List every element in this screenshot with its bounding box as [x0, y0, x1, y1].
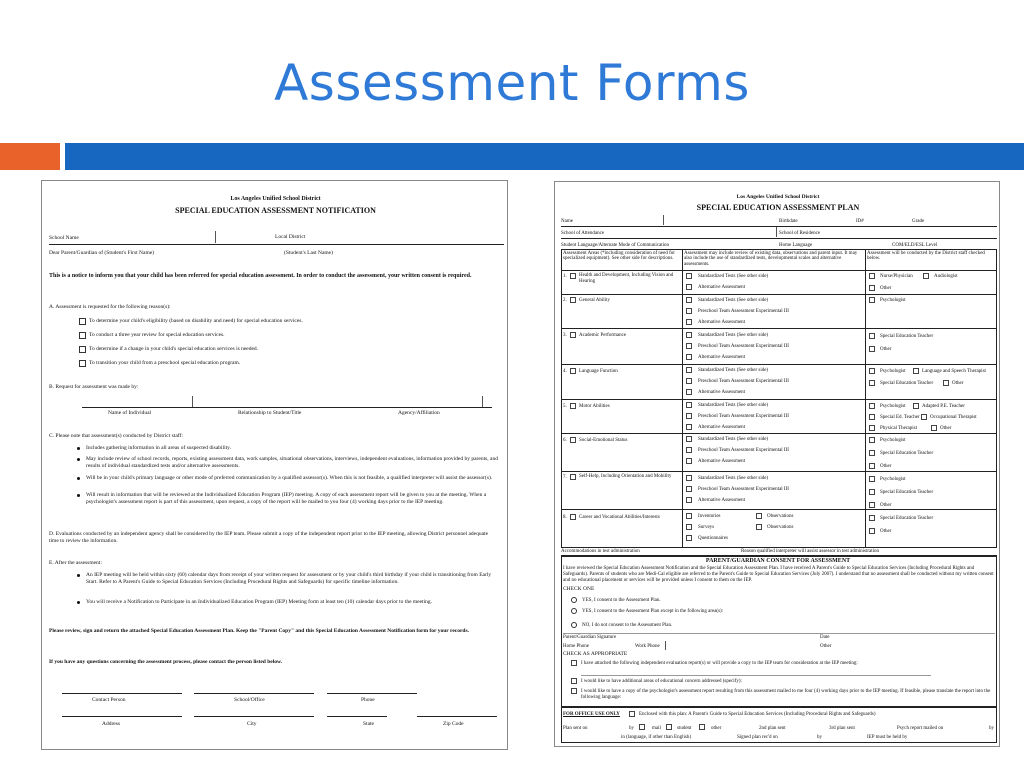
row-divider: [561, 294, 997, 295]
method-label: Alternative Assessment: [698, 355, 746, 360]
method-label: Surveys: [698, 525, 715, 530]
method-label: Preschool Team Assessment Experimental III: [698, 448, 789, 453]
assessment-notification-form: [41, 180, 508, 750]
staff-checkbox[interactable]: [869, 414, 875, 420]
staff-label: Occupational Therapist: [930, 415, 977, 420]
bullet: [77, 601, 80, 604]
row-divider: [561, 471, 997, 472]
area-label: Academic Performance: [579, 333, 627, 338]
birthdate-label: Birthdate: [779, 219, 798, 224]
method-label: Questionnaires: [698, 536, 728, 541]
attached-checkbox[interactable]: [571, 660, 577, 666]
staff-label: Physical Therapist: [880, 426, 917, 431]
other-label: other: [711, 726, 722, 731]
home-language-label: Home Language: [779, 243, 813, 248]
staff-checkbox[interactable]: [869, 463, 875, 469]
student-label: student: [677, 726, 692, 731]
divider: [665, 641, 666, 650]
area-checkbox[interactable]: [570, 368, 576, 374]
area-label: Motor Abilities: [579, 404, 610, 409]
method-label: Alternative Assessment: [698, 498, 746, 503]
row-number: 8.: [563, 515, 567, 520]
staff-label: Other: [880, 503, 892, 508]
check-one-label: CHECK ONE: [563, 586, 595, 592]
assessment-plan-form: [554, 181, 1000, 747]
consent-no-radio[interactable]: [571, 622, 577, 628]
method-label: Alternative Assessment: [698, 320, 746, 325]
staff-label: Nurse/Physician: [880, 274, 913, 279]
method-checkbox[interactable]: [686, 458, 692, 464]
consent-yes-radio[interactable]: [571, 597, 577, 603]
area-checkbox[interactable]: [570, 297, 576, 303]
method-checkbox[interactable]: [686, 367, 692, 373]
city-label: City: [247, 721, 257, 727]
method-label: Preschool Team Assessment Experimental III: [698, 414, 789, 419]
row-divider: [561, 433, 997, 434]
area-label: Social-Emotional Status: [579, 438, 628, 443]
underline: [49, 244, 504, 245]
name-of-individual-label: Name of Individual: [108, 410, 152, 416]
notice-text: This is a notice to inform you that your child has been referred for special education assessment. In order to conduct the assessment, your written consent is required.: [49, 273, 472, 279]
staff-label: Psychologist: [880, 477, 906, 482]
additional-checkbox[interactable]: [571, 678, 577, 684]
home-phone-label: Home Phone: [563, 644, 589, 649]
underline: [82, 407, 492, 408]
underline: [561, 226, 997, 227]
district-name: Los Angeles Unified School District: [736, 194, 820, 200]
section-b-label: B. Request for assessment was made by:: [49, 384, 139, 390]
staff-label: Other: [940, 426, 952, 431]
signature-line: [194, 716, 314, 717]
consent-text: I have reviewed the Special Education Assessment Notification and the Special Education Assessment Plan. I have received A Parent's Guide to Special Education Services (Including Procedural Rights and Safeguards). Parents of students who are Medi-Cal eligible are referred to the Parent's Guide to Special Education Services (July 2007). I understand that no assessment shall be conducted without my written consent and no educational placement or services will be provided unless I consent to them on the IEP.: [563, 566, 994, 583]
staff-checkbox[interactable]: [869, 297, 875, 303]
staff-label: Special Education Teacher: [880, 516, 934, 521]
student-last-name-label: (Student's Last Name): [284, 250, 333, 256]
section-e-label: E. After the assessment:: [49, 560, 102, 566]
area-checkbox[interactable]: [570, 474, 576, 480]
row-number: 1.: [563, 274, 567, 279]
method-checkbox[interactable]: [686, 524, 692, 530]
c-bullet-3: Will be in your child's primary language or other mode of preferred communication by a qualified assessor(s). When this is not feasible, a qualified interpreter will assist the assessor(s).: [86, 475, 493, 481]
questions-text: If you have any questions concerning the assessment process, please contact the person listed below.: [49, 659, 283, 665]
signature-line: [327, 716, 387, 717]
area-label: Self-Help, Including Orientation and Mobility: [579, 474, 672, 479]
accommodations-label: Accommodations in test administration: [561, 549, 640, 554]
method-label: Alternative Assessment: [698, 390, 746, 395]
staff-checkbox[interactable]: [869, 528, 875, 534]
underline: [561, 238, 997, 239]
row-divider: [561, 364, 997, 365]
staff-checkbox[interactable]: [869, 285, 875, 291]
student-checkbox[interactable]: [666, 724, 672, 730]
attached-label: I have attached the following independent evaluation report(s) or will provide a copy to the IEP team for consideration at the IEP meeting:: [581, 661, 858, 666]
method-checkbox[interactable]: [686, 297, 692, 303]
staff-checkbox[interactable]: [869, 450, 875, 456]
consent-no-label: NO, I do not consent to the Assessment Plan.: [582, 623, 673, 628]
staff-checkbox[interactable]: [869, 515, 875, 521]
staff-label: Special Education Teacher: [880, 334, 934, 339]
check-appropriate-label: CHECK AS APPROPRIATE: [563, 651, 628, 657]
method-checkbox[interactable]: [686, 436, 692, 442]
row-divider: [561, 328, 997, 329]
row-number: 3.: [563, 333, 567, 338]
staff-checkbox[interactable]: [943, 380, 949, 386]
accent-bar-blue: [65, 143, 1024, 170]
id-label: ID#: [856, 219, 864, 224]
state-label: State: [363, 721, 374, 727]
name-label: Name: [561, 219, 573, 224]
staff-label: Special Ed. Teacher: [880, 415, 920, 420]
staff-checkbox[interactable]: [869, 273, 875, 279]
method-checkbox[interactable]: [686, 308, 692, 314]
local-district-label: Local District: [275, 234, 306, 240]
signature-label: Parent/Guardian Signature: [563, 635, 617, 640]
row-number: 4.: [563, 369, 567, 374]
row-divider: [561, 270, 997, 271]
slide-title: Assessment Forms: [274, 54, 750, 112]
consent-title: PARENT/GUARDIAN CONSENT FOR ASSESSMENT: [705, 558, 851, 564]
third-plan-label: 3rd plan sent: [829, 726, 855, 731]
relationship-label: Relationship to Student/Title: [238, 410, 302, 416]
reason-4: To transition your child from a preschool special education program.: [89, 360, 241, 366]
staff-checkbox[interactable]: [869, 502, 875, 508]
area-checkbox[interactable]: [570, 437, 576, 443]
method-checkbox[interactable]: [686, 535, 692, 541]
reason-checkbox-3[interactable]: [79, 346, 86, 353]
grade-label: Grade: [912, 219, 925, 224]
method-checkbox[interactable]: [686, 284, 692, 290]
school-office-label: School/Office: [234, 697, 265, 703]
staff-label: Language and Speech Therapist: [922, 369, 986, 374]
area-label: Health and Development, Including Vision and Hearing: [579, 273, 674, 284]
area-label: General Ability: [579, 298, 610, 303]
method-label: Standardized Tests (See other side): [698, 274, 769, 279]
in-language-label: in (language, if other than English): [621, 735, 691, 740]
method-label: Observations: [767, 525, 794, 530]
method-label: Standardized Tests (See other side): [698, 437, 769, 442]
method-label: Alternative Assessment: [698, 459, 746, 464]
staff-label: Adapted P.E. Teacher: [922, 404, 965, 409]
area-label: Language Function: [579, 369, 618, 374]
office-use-label: FOR OFFICE USE ONLY: [563, 712, 620, 717]
staff-checkbox[interactable]: [869, 403, 875, 409]
staff-checkbox[interactable]: [869, 346, 875, 352]
bullet: [77, 494, 80, 497]
method-checkbox[interactable]: [686, 332, 692, 338]
method-label: Observations: [767, 514, 794, 519]
by-label: by: [629, 726, 634, 731]
staff-label: Psychologist: [880, 438, 906, 443]
method-checkbox[interactable]: [686, 486, 692, 492]
section-c-label: C. Please note that assessment(s) conducted by District staff:: [49, 433, 183, 439]
staff-label: Other: [880, 347, 892, 352]
method-checkbox[interactable]: [686, 319, 692, 325]
method-label: Alternative Assessment: [698, 425, 746, 430]
by-label-2: by: [989, 726, 994, 731]
row-divider: [561, 509, 997, 510]
reason-1: To determine your child's eligibility (based on disability and need) for special education services.: [89, 318, 303, 324]
method-checkbox[interactable]: [686, 413, 692, 419]
psych-copy-label: I would like to have a copy of the psychologist's assessment report resulting from this assessment mailed to me four (4) working days prior to the IEP meeting. If feasible, please translate the report into the following language:: [581, 689, 991, 700]
consent-except-label: YES, I consent to the Assessment Plan except in the following area(s):: [582, 609, 724, 614]
signature-line: [62, 693, 182, 694]
other-checkbox[interactable]: [699, 724, 705, 730]
plan-sent-on-label: Plan sent on: [563, 726, 588, 731]
reason-checkbox-1[interactable]: [79, 318, 86, 325]
staff-checkbox[interactable]: [923, 273, 929, 279]
method-checkbox[interactable]: [686, 424, 692, 430]
bullet: [77, 477, 80, 480]
other-phone-label: Other: [820, 644, 832, 649]
method-checkbox[interactable]: [686, 378, 692, 384]
method-label: Preschool Team Assessment Experimental III: [698, 344, 789, 349]
c-bullet-1: Includes gathering information in all areas of suspected disability.: [86, 445, 231, 451]
row-number: 6.: [563, 438, 567, 443]
divider: [215, 231, 216, 243]
method-label: Standardized Tests (See other side): [698, 298, 769, 303]
underline: [563, 633, 995, 634]
area-checkbox[interactable]: [570, 332, 576, 338]
area-checkbox[interactable]: [570, 514, 576, 520]
e-bullet-1: An IEP meeting will be held within sixty (60) calendar days from receipt of your written request for assessment or by your child's third birthday if your child is transitioning from Early Start. Refer to A Parent's Guide to Special Education Services (Including Procedural Rights and Safeguards) for specific timeline information.: [86, 572, 492, 585]
method-label: Preschool Team Assessment Experimental III: [698, 487, 789, 492]
e-bullet-2: You will receive a Notification to Participate in an Individualized Education Program (IEP) Meeting form at least ten (10) calendar days prior to the meeting.: [86, 599, 432, 605]
staff-checkbox[interactable]: [921, 414, 927, 420]
staff-checkbox[interactable]: [869, 476, 875, 482]
method-label: Preschool Team Assessment Experimental III: [698, 379, 789, 384]
zip-code-label: Zip Code: [443, 721, 464, 727]
staff-checkbox[interactable]: [869, 425, 875, 431]
c-bullet-4: Will result in information that will be reviewed at the Individualized Education Program (IEP) meeting. A copy of each assessment report will be given to you at the meeting. When a psychologist's assessment report is part of this assessment, upon request, a copy of the report will be mailed to you four (4) working days prior to the IEP meeting.: [86, 492, 487, 505]
form-title: SPECIAL EDUCATION ASSESSMENT NOTIFICATION: [175, 206, 376, 215]
interpreter-label: Reason qualified interpreter will assist assessor in test administration: [741, 549, 880, 554]
staff-label: Other: [880, 464, 892, 469]
staff-label: Audiologist: [934, 274, 958, 279]
area-checkbox[interactable]: [570, 403, 576, 409]
accent-bar-orange: [0, 143, 60, 170]
staff-label: Psychologist: [880, 404, 906, 409]
school-attendance-label: School of Attendance: [561, 231, 605, 236]
area-checkbox[interactable]: [570, 273, 576, 279]
method-label: Alternative Assessment: [698, 285, 746, 290]
method-checkbox[interactable]: [686, 273, 692, 279]
method-label: Inventories: [698, 514, 721, 519]
reason-2: To conduct a three year review for special education services.: [89, 332, 225, 338]
signature-line: [327, 693, 417, 694]
staff-label: Special Education Teacher: [880, 490, 934, 495]
staff-checkbox[interactable]: [869, 489, 875, 495]
method-checkbox[interactable]: [686, 513, 692, 519]
agency-label: Agency/Affiliation: [398, 410, 440, 416]
section-d-text: D. Evaluations conducted by an independent agency shall be considered by the IEP team. Please submit a copy of the independent report prior to the IEP meeting, allowing District personnel adequate time to review the information.: [49, 531, 489, 544]
method-label: Standardized Tests (See other side): [698, 368, 769, 373]
column-head-areas: Assessment Areas (*including consideration of need for specialized equipment). See other side for descriptions.: [563, 251, 675, 262]
staff-label: Psychologist: [880, 298, 906, 303]
school-name-label: School Name: [49, 235, 79, 241]
row-divider: [561, 399, 997, 400]
address-label: Address: [102, 721, 121, 727]
staff-checkbox[interactable]: [869, 380, 875, 386]
by-label-3: by: [817, 735, 822, 740]
method-label: Standardized Tests (See other side): [698, 476, 769, 481]
staff-checkbox[interactable]: [913, 368, 919, 374]
divider: [663, 215, 664, 225]
school-residence-label: School of Residence: [779, 231, 821, 236]
method-checkbox[interactable]: [686, 389, 692, 395]
c-bullet-2: May include review of school records, reports, existing assessment data, work samples, situational observations, interviews, independent evaluations, information provided by parents, and results of individual standardized tests and/or alternative assessments.: [86, 456, 498, 469]
method-checkbox[interactable]: [686, 354, 692, 360]
iep-held-label: IEP must be held by: [867, 735, 908, 740]
row-number: 2.: [563, 298, 567, 303]
psych-report-label: Psych report mailed on: [897, 726, 944, 731]
additional-label: I would like to have additional areas of educational concern addressed (specify):: [581, 679, 742, 684]
method-checkbox[interactable]: [686, 343, 692, 349]
staff-checkbox[interactable]: [869, 368, 875, 374]
staff-label: Other: [880, 529, 892, 534]
com-level-label: COM/ELD/ESL Level: [892, 243, 938, 248]
contact-person-label: Contact Person: [92, 697, 126, 703]
column-head-methods: Assessment may include review of existing data, observations and parent input. It may also include the use of standardized tests, developmental scales and alternative assessments.: [684, 251, 858, 267]
reason-checkbox-4[interactable]: [79, 360, 86, 367]
bullet: [77, 574, 80, 577]
mail-checkbox[interactable]: [639, 724, 645, 730]
consent-except-radio[interactable]: [571, 608, 577, 614]
signature-line: [194, 693, 314, 694]
underline: [581, 675, 931, 676]
second-plan-label: 2nd plan sent: [759, 726, 786, 731]
method-label: Preschool Team Assessment Experimental III: [698, 309, 789, 314]
column-head-staff: Assessment will be conducted by the District staff checked below.: [867, 251, 985, 262]
mail-label: mail: [652, 726, 661, 731]
staff-checkbox[interactable]: [931, 425, 937, 431]
bullet: [77, 458, 80, 461]
section-a-label: A. Assessment is requested for the following reason(s):: [49, 304, 171, 310]
consent-yes-label: YES, I consent to the Assessment Plan.: [582, 598, 661, 603]
review-instruction: Please review, sign and return the attached Special Education Assessment Plan. Keep the "Parent Copy" and this Special Education Assessment Notification form for your records.: [49, 628, 469, 634]
row-number: 7.: [563, 475, 567, 480]
psych-copy-checkbox[interactable]: [571, 688, 577, 694]
district-name: Los Angeles Unified School District: [230, 196, 321, 202]
staff-label: Special Education Teacher: [880, 451, 934, 456]
dear-parent-label: Dear Parent/Guardian of (Student's First Name): [49, 250, 155, 256]
bullet: [77, 447, 80, 450]
signature-line: [417, 716, 497, 717]
reason-3: To determine if a change in your child's special education services is needed.: [89, 346, 259, 352]
enclosed-checkbox[interactable]: [629, 711, 635, 717]
area-label: Career and Vocational Abilities/Interests: [579, 515, 660, 520]
method-label: Standardized Tests (See other side): [698, 333, 769, 338]
section-divider: [561, 706, 997, 708]
staff-label: Psychologist: [880, 369, 906, 374]
method-checkbox[interactable]: [756, 524, 762, 530]
language-label: Student Language/Alternate Mode of Communication: [561, 243, 670, 248]
enclosed-label: Enclosed with this plan: A Parent's Guide to Special Education Services (Including Procedural Rights and Safeguards): [639, 712, 876, 717]
method-checkbox[interactable]: [756, 513, 762, 519]
staff-checkbox[interactable]: [869, 333, 875, 339]
work-phone-label: Work Phone: [635, 644, 660, 649]
form-title: SPECIAL EDUCATION ASSESSMENT PLAN: [696, 203, 860, 212]
phone-label: Phone: [361, 697, 375, 703]
method-checkbox[interactable]: [686, 402, 692, 408]
date-label: Date: [820, 635, 830, 640]
method-checkbox[interactable]: [686, 497, 692, 503]
staff-label: Other: [952, 381, 964, 386]
method-checkbox[interactable]: [686, 447, 692, 453]
method-checkbox[interactable]: [686, 475, 692, 481]
reason-checkbox-2[interactable]: [79, 332, 86, 339]
signed-plan-label: Signed plan rec'd on: [737, 735, 778, 740]
staff-label: Special Education Teacher: [880, 381, 934, 386]
staff-label: Other: [880, 286, 892, 291]
signature-line: [62, 716, 182, 717]
staff-checkbox[interactable]: [913, 403, 919, 409]
method-label: Standardized Tests (See other side): [698, 403, 769, 408]
row-number: 5.: [563, 404, 567, 409]
divider: [776, 227, 777, 237]
staff-checkbox[interactable]: [869, 437, 875, 443]
